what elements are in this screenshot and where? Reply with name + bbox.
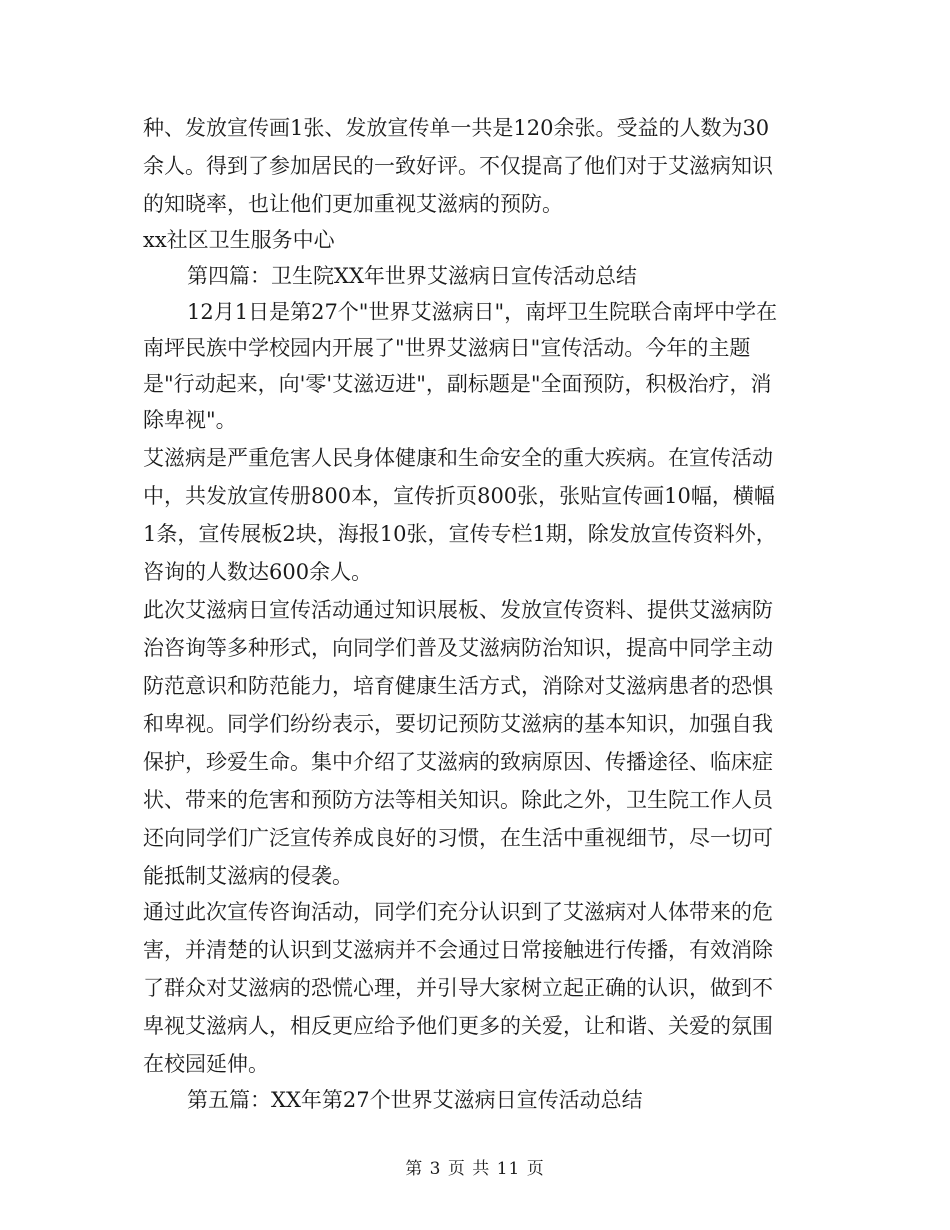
body-text-line: 12月1日是第27个"世界艾滋病日"，南坪卫生院联合南坪中学在 — [187, 300, 778, 324]
body-text-line: 卑视艾滋病人，相反更应给予他们更多的关爱，让和谐、关爱的氛围 — [143, 1014, 773, 1038]
section-heading: 第四篇：卫生院XX年世界艾滋病日宣传活动总结 — [187, 264, 637, 288]
body-text-line: 通过此次宣传咨询活动，同学们充分认识到了艾滋病对人体带来的危 — [143, 900, 773, 924]
body-text-line: 余人。得到了参加居民的一致好评。不仅提高了他们对于艾滋病知识 — [143, 154, 773, 178]
signature-line: xx社区卫生服务中心 — [143, 228, 335, 252]
body-text-line: 能抵制艾滋病的侵袭。 — [143, 864, 353, 888]
body-text-line: 还向同学们广泛宣传养成良好的习惯，在生活中重视细节，尽一切可 — [143, 826, 773, 850]
body-text-line: 中，共发放宣传册800本，宣传折页800张，张贴宣传画10幅，横幅 — [143, 484, 775, 508]
body-text-line: 艾滋病是严重危害人民身体健康和生命安全的重大疾病。在宣传活动 — [143, 446, 773, 470]
page-number-footer: 第 3 页 共 11 页 — [405, 1159, 545, 1179]
body-text-line: 了群众对艾滋病的恐慌心理，并引导大家树立起正确的认识，做到不 — [143, 976, 773, 1000]
body-text-line: 治咨询等多种形式，向同学们普及艾滋病防治知识，提高中同学主动 — [143, 636, 773, 660]
body-text-line: 此次艾滋病日宣传活动通过知识展板、发放宣传资料、提供艾滋病防 — [143, 598, 773, 622]
body-text-line: 和卑视。同学们纷纷表示，要切记预防艾滋病的基本知识，加强自我 — [143, 712, 773, 736]
body-text-line: 状、带来的危害和预防方法等相关知识。除此之外，卫生院工作人员 — [143, 788, 773, 812]
body-text-line: 在校园延伸。 — [143, 1052, 269, 1076]
body-text-line: 防范意识和防范能力，培育健康生活方式，消除对艾滋病患者的恐惧 — [143, 674, 773, 698]
body-text-line: 南坪民族中学校园内开展了"世界艾滋病日"宣传活动。今年的主题 — [143, 336, 751, 360]
body-text-line: 害，并清楚的认识到艾滋病并不会通过日常接触进行传播，有效消除 — [143, 938, 773, 962]
body-text-line: 种、发放宣传画1张、发放宣传单一共是120余张。受益的人数为30 — [143, 116, 770, 140]
body-text-line: 的知晓率，也让他们更加重视艾滋病的预防。 — [143, 192, 563, 216]
section-heading: 第五篇：XX年第27个世界艾滋病日宣传活动总结 — [187, 1088, 643, 1112]
body-text-line: 1条，宣传展板2块，海报10张，宣传专栏1期，除发放宣传资料外， — [143, 522, 777, 546]
body-text-line: 保护，珍爱生命。集中介绍了艾滋病的致病原因、传播途径、临床症 — [143, 750, 773, 774]
body-text-line: 是"行动起来，向'零'艾滋迈进"，副标题是"全面预防，积极治疗，消 — [143, 372, 772, 396]
body-text-line: 除卑视"。 — [143, 408, 237, 432]
body-text-line: 咨询的人数达600余人。 — [143, 560, 373, 584]
